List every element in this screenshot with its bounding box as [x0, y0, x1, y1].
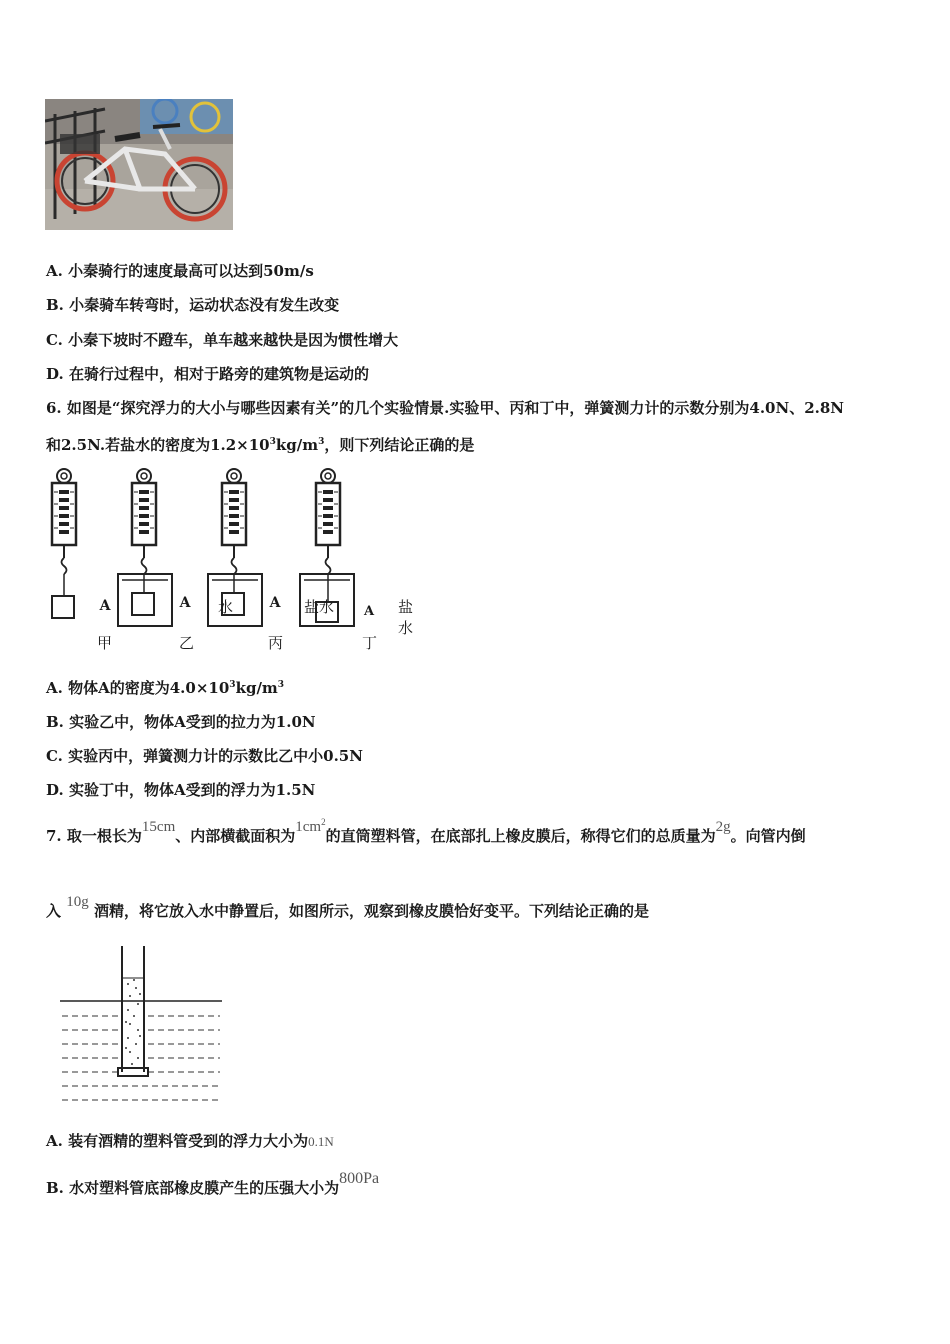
scale-yi: [118, 469, 172, 626]
q6-option-b: B. 实验乙中，物体A受到的拉力为1.0N: [46, 713, 316, 731]
object-label-yi: A: [179, 595, 191, 611]
q7-stem-line1: 7. 取一根长为15cm、内部横截面积为$1cm^2$的直筒塑料管，在底部扎上橡皮膜后，称得它们的总质量为2g。向管内倒: [46, 817, 806, 845]
q7-option-b: B. 水对塑料管底部橡皮膜产生的压强大小为800Pa: [46, 1170, 380, 1197]
object-label-bing: A: [269, 595, 281, 611]
tube-in-water-figure: [58, 944, 224, 1104]
bicycle-photo: [45, 99, 233, 230]
math-15cm: 15cm: [141, 819, 176, 835]
spring-scale-figure: [42, 468, 414, 658]
spring-scale-diagram: [42, 468, 392, 658]
liquid-label-salt-bing: 盐水: [304, 598, 335, 616]
liquid-label-water: 水: [218, 598, 234, 616]
object-label-jia: A: [99, 598, 111, 614]
math-2g: 2g: [715, 819, 731, 835]
q5-option-c: C. 小秦下坡时不蹬车，单车越来越快是因为惯性增大: [46, 331, 399, 349]
q5-option-b: B. 小秦骑车转弯时，运动状态没有发生改变: [46, 296, 340, 314]
math-1cm2: $1cm^2$: [295, 817, 326, 835]
q7-option-a: A. 装有酒精的塑料管受到的浮力大小为0.1N: [46, 1132, 334, 1150]
q7-stem-line2: 入 10g 酒精，将它放入水中静置后，如图所示，观察到橡皮膜恰好变平。下列结论正确的是: [46, 894, 649, 920]
caption-jia: 甲: [97, 634, 113, 652]
q6-option-a: A. 物体A的密度为$4.0\times 10^3kg/m^3$: [46, 679, 285, 697]
caption-ding: 丁: [362, 634, 378, 652]
q6-stem-line1: 6. 如图是“探究浮力的大小与哪些因素有关”的几个实验情景.实验甲、丙和丁中，弹簧测力计的示数分别为4.0N、2.8N: [46, 399, 845, 417]
caption-bing: 丙: [268, 634, 284, 652]
math-800Pa: 800Pa: [339, 1170, 380, 1187]
q6-option-c: C. 实验丙中，弹簧测力计的示数比乙中小0.5N: [46, 747, 363, 765]
tube-in-water-diagram: [58, 944, 224, 1104]
math-10g: 10g: [66, 894, 89, 910]
q5-option-a: A. 小秦骑行的速度最高可以达到50m/s: [46, 262, 314, 280]
scale-jia: [52, 469, 76, 618]
object-label-ding: A: [363, 604, 375, 619]
liquid-label-salt-ding: 盐水: [398, 598, 414, 637]
q6-stem-line2: 和2.5N.若盐水的密度为$1.2\times 10^3kg/m^3$，则下列结论正确的是: [46, 436, 475, 454]
scale-bing: [208, 469, 262, 626]
math-0.1N: 0.1N: [308, 1134, 334, 1149]
q5-option-d: D. 在骑行过程中，相对于路旁的建筑物是运动的: [46, 365, 369, 383]
q6-option-d: D. 实验丁中，物体A受到的浮力为1.5N: [46, 781, 316, 799]
caption-yi: 乙: [179, 634, 195, 652]
